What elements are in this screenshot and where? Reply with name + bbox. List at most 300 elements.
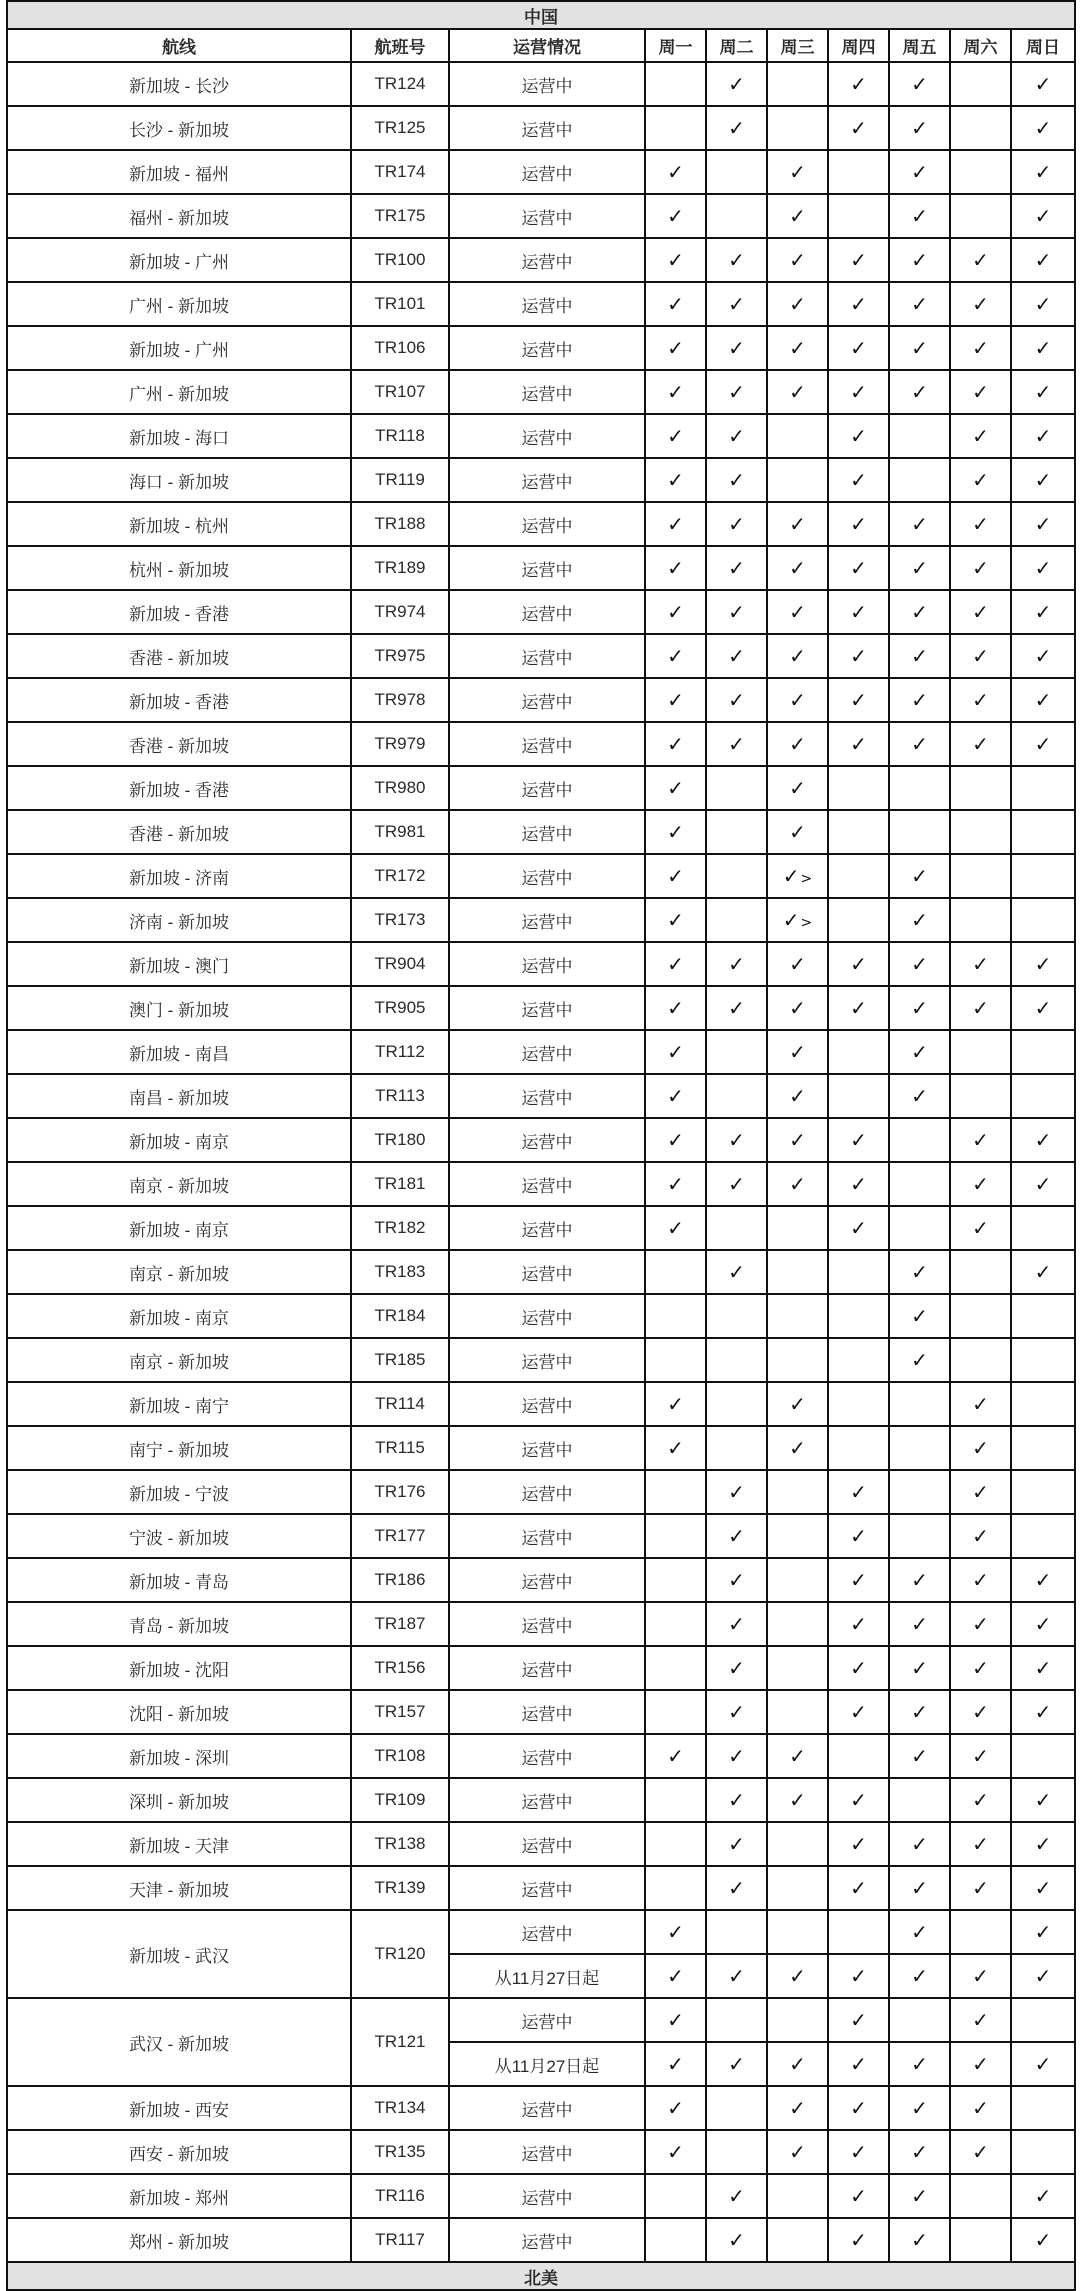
day-cell-sat (950, 1030, 1011, 1074)
status-cell: 运营中 (449, 634, 645, 678)
day-cell-fri (889, 590, 950, 634)
status-cell: 运营中 (449, 1206, 645, 1250)
day-cell-wed (767, 766, 828, 810)
day-cell-tue (706, 502, 767, 546)
check-icon: ✓ (728, 424, 745, 448)
day-cell-tue (706, 1778, 767, 1822)
check-icon: ✓ (850, 1568, 867, 1592)
check-icon: ✓ (972, 1568, 989, 1592)
day-cell-thu (828, 1206, 889, 1250)
check-icon: ✓ (728, 336, 745, 360)
day-cell-sat (950, 1734, 1011, 1778)
day-cell-sat (950, 1470, 1011, 1514)
check-icon: ✓ (667, 2140, 684, 2164)
route-cell: 新加坡 - 武汉 (7, 1910, 351, 1998)
day-cell-sun (1011, 1294, 1075, 1338)
day-cell-sat (950, 1074, 1011, 1118)
route-cell: 南昌 - 新加坡 (7, 1074, 351, 1118)
flight-number-cell: TR975 (351, 634, 449, 678)
day-cell-sun (1011, 2086, 1075, 2130)
check-icon: ✓ (850, 600, 867, 624)
flight-number-cell: TR134 (351, 2086, 449, 2130)
route-cell: 香港 - 新加坡 (7, 810, 351, 854)
day-cell-sat (950, 326, 1011, 370)
day-cell-wed (767, 1954, 828, 1998)
check-icon: ✓ (667, 204, 684, 228)
check-icon: ✓ (972, 468, 989, 492)
flight-number-cell: TR135 (351, 2130, 449, 2174)
route-cell: 新加坡 - 青岛 (7, 1558, 351, 1602)
check-icon: ✓ (1034, 204, 1052, 228)
check-icon: ✓ (789, 160, 806, 184)
check-icon: ✓ (728, 1172, 745, 1196)
check-icon: ✓ (667, 732, 684, 756)
table-row (7, 502, 1075, 546)
col-header-tue: 周二 (706, 29, 767, 62)
day-cell-mon (645, 634, 706, 678)
day-cell-sun (1011, 1074, 1075, 1118)
day-cell-fri (889, 238, 950, 282)
status-cell: 运营中 (449, 986, 645, 1030)
day-cell-tue (706, 678, 767, 722)
day-cell-sun (1011, 1470, 1075, 1514)
status-cell: 运营中 (449, 150, 645, 194)
check-icon: ✓ (728, 1568, 745, 1592)
day-cell-wed (767, 1866, 828, 1910)
flight-number-cell: TR116 (351, 2174, 449, 2218)
day-cell-tue (706, 1426, 767, 1470)
flight-number-cell: TR139 (351, 1866, 449, 1910)
day-cell-sat (950, 634, 1011, 678)
route-cell: 郑州 - 新加坡 (7, 2218, 351, 2262)
day-cell-mon (645, 458, 706, 502)
check-icon: ✓ (850, 732, 867, 756)
route-cell: 沈阳 - 新加坡 (7, 1690, 351, 1734)
check-icon: ✓ (789, 2096, 806, 2120)
check-icon: ✓ (1034, 380, 1052, 404)
check-icon: ✓ (728, 688, 745, 712)
flight-number-cell: TR124 (351, 62, 449, 106)
flight-number-cell: TR181 (351, 1162, 449, 1206)
day-cell-sun (1011, 986, 1075, 1030)
check-icon: ✓ (1034, 688, 1052, 712)
check-icon: ✓ (789, 512, 806, 536)
check-icon: ✓ (667, 336, 684, 360)
day-cell-fri (889, 1074, 950, 1118)
status-cell: 运营中 (449, 1646, 645, 1690)
day-cell-sat (950, 1646, 1011, 1690)
day-cell-mon (645, 2174, 706, 2218)
check-icon: ✓ (911, 1744, 928, 1768)
day-cell-sun (1011, 1118, 1075, 1162)
check-icon: ✓ (667, 1920, 684, 1944)
check-icon: ✓ (911, 2140, 928, 2164)
day-cell-sun (1011, 678, 1075, 722)
route-cell: 杭州 - 新加坡 (7, 546, 351, 590)
day-cell-sat (950, 1998, 1011, 2042)
table-row (7, 854, 1075, 898)
day-cell-fri (889, 1250, 950, 1294)
check-icon: ✓ (1034, 2228, 1052, 2252)
next-region-header-row (7, 2262, 1075, 2290)
day-cell-fri (889, 1426, 950, 1470)
day-cell-sat (950, 854, 1011, 898)
check-icon: ✓ (728, 1260, 745, 1284)
day-cell-sat (950, 194, 1011, 238)
day-cell-fri (889, 898, 950, 942)
check-icon: ✓ (972, 2052, 989, 2076)
route-cell: 新加坡 - 郑州 (7, 2174, 351, 2218)
day-cell-wed (767, 634, 828, 678)
route-cell: 新加坡 - 香港 (7, 678, 351, 722)
flight-number-cell: TR175 (351, 194, 449, 238)
check-icon: ✓ (728, 116, 745, 140)
day-cell-fri (889, 854, 950, 898)
day-cell-sun (1011, 1030, 1075, 1074)
check-icon: ✓ (667, 248, 684, 272)
check-icon: ✓ (850, 688, 867, 712)
day-cell-fri (889, 1162, 950, 1206)
check-icon: ✓ (972, 556, 989, 580)
table-row (7, 678, 1075, 722)
day-cell-sun (1011, 326, 1075, 370)
day-cell-sat (950, 986, 1011, 1030)
route-cell: 香港 - 新加坡 (7, 722, 351, 766)
day-cell-sun (1011, 1602, 1075, 1646)
route-cell: 新加坡 - 宁波 (7, 1470, 351, 1514)
day-cell-sat (950, 1250, 1011, 1294)
day-cell-sun (1011, 1382, 1075, 1426)
day-cell-sat (950, 150, 1011, 194)
day-cell-wed (767, 1118, 828, 1162)
route-cell: 新加坡 - 广州 (7, 326, 351, 370)
day-cell-thu (828, 1514, 889, 1558)
day-cell-thu (828, 1910, 889, 1954)
check-icon: ✓ (972, 1744, 989, 1768)
table-row (7, 1030, 1075, 1074)
status-cell: 运营中 (449, 1778, 645, 1822)
flight-number-cell: TR184 (351, 1294, 449, 1338)
day-cell-sun (1011, 1646, 1075, 1690)
day-cell-fri (889, 282, 950, 326)
table-row (7, 1382, 1075, 1426)
check-icon: ✓ (972, 1524, 989, 1548)
day-cell-sat (950, 1822, 1011, 1866)
day-cell-tue (706, 2042, 767, 2086)
flight-number-cell: TR109 (351, 1778, 449, 1822)
day-cell-wed (767, 1734, 828, 1778)
day-cell-sun (1011, 150, 1075, 194)
table-row (7, 326, 1075, 370)
table-row (7, 1998, 1075, 2042)
status-cell: 运营中 (449, 1294, 645, 1338)
day-cell-wed (767, 1602, 828, 1646)
day-cell-thu (828, 590, 889, 634)
status-cell: 运营中 (449, 1866, 645, 1910)
route-cell: 新加坡 - 沈阳 (7, 1646, 351, 1690)
day-cell-mon (645, 1426, 706, 1470)
day-cell-tue (706, 1558, 767, 1602)
check-icon: ✓ (1034, 1964, 1052, 1988)
check-icon: ✓ (667, 1964, 684, 1988)
day-cell-mon (645, 1734, 706, 1778)
day-cell-sat (950, 1558, 1011, 1602)
day-cell-fri (889, 1646, 950, 1690)
day-cell-mon (645, 2086, 706, 2130)
day-cell-wed (767, 1778, 828, 1822)
flight-number-cell: TR114 (351, 1382, 449, 1426)
check-icon: ✓ (972, 1656, 989, 1680)
day-cell-wed (767, 1514, 828, 1558)
day-cell-sun (1011, 2130, 1075, 2174)
route-cell: 新加坡 - 南京 (7, 1118, 351, 1162)
flight-number-cell: TR904 (351, 942, 449, 986)
table-row (7, 1118, 1075, 1162)
flight-number-cell: TR100 (351, 238, 449, 282)
day-cell-wed (767, 942, 828, 986)
route-cell: 新加坡 - 香港 (7, 590, 351, 634)
check-icon: ✓ (850, 1524, 867, 1548)
flight-number-cell: TR112 (351, 1030, 449, 1074)
day-cell-sun (1011, 1734, 1075, 1778)
region-header-row (7, 1, 1075, 29)
check-icon: ✓ (789, 1744, 806, 1768)
status-cell: 运营中 (449, 1822, 645, 1866)
status-cell: 运营中 (449, 2174, 645, 2218)
flight-number-cell: TR157 (351, 1690, 449, 1734)
flight-number-cell: TR978 (351, 678, 449, 722)
status-cell: 运营中 (449, 1514, 645, 1558)
check-icon: ✓ (911, 908, 928, 932)
route-cell: 新加坡 - 南京 (7, 1206, 351, 1250)
day-cell-tue (706, 810, 767, 854)
day-cell-mon (645, 854, 706, 898)
day-cell-sat (950, 458, 1011, 502)
check-icon: ✓ (789, 1436, 806, 1460)
col-header-wed: 周三 (767, 29, 828, 62)
day-cell-sat (950, 62, 1011, 106)
day-cell-mon (645, 62, 706, 106)
check-icon: ✓ (972, 1480, 989, 1504)
flight-number-cell: TR108 (351, 1734, 449, 1778)
check-icon: ✓ (850, 336, 867, 360)
route-cell: 南京 - 新加坡 (7, 1338, 351, 1382)
check-icon: ✓ (789, 1788, 806, 1812)
day-cell-wed (767, 1030, 828, 1074)
check-icon: ✓ (911, 1876, 928, 1900)
day-cell-thu (828, 1162, 889, 1206)
route-cell: 南京 - 新加坡 (7, 1250, 351, 1294)
check-icon: ✓ (728, 512, 745, 536)
day-cell-tue (706, 634, 767, 678)
status-cell: 从11月27日起 (449, 2042, 645, 2086)
day-cell-sun (1011, 1206, 1075, 1250)
route-cell: 新加坡 - 广州 (7, 238, 351, 282)
check-icon: ✓ (728, 1128, 745, 1152)
day-cell-sat (950, 590, 1011, 634)
day-cell-wed (767, 62, 828, 106)
check-icon: ✓ (789, 1392, 806, 1416)
day-cell-mon (645, 942, 706, 986)
day-cell-fri (889, 1822, 950, 1866)
day-cell-mon (645, 1998, 706, 2042)
table-row (7, 370, 1075, 414)
day-cell-wed (767, 194, 828, 238)
route-cell: 新加坡 - 香港 (7, 766, 351, 810)
status-cell: 运营中 (449, 106, 645, 150)
check-icon: ✓ (789, 1128, 806, 1152)
route-cell: 新加坡 - 福州 (7, 150, 351, 194)
table-row (7, 1910, 1075, 1954)
day-cell-mon (645, 590, 706, 634)
day-cell-tue (706, 1646, 767, 1690)
check-icon: ✓ (789, 688, 806, 712)
route-cell: 新加坡 - 南昌 (7, 1030, 351, 1074)
check-icon: ✓ (789, 336, 806, 360)
route-cell: 新加坡 - 海口 (7, 414, 351, 458)
check-icon: ✓ (911, 1964, 928, 1988)
status-cell: 运营中 (449, 1690, 645, 1734)
check-icon: ✓ (728, 72, 745, 96)
day-cell-tue (706, 1338, 767, 1382)
day-cell-mon (645, 2042, 706, 2086)
check-icon: ✓ (972, 424, 989, 448)
day-cell-mon (645, 1470, 706, 1514)
check-icon: ✓ (911, 1260, 928, 1284)
day-cell-fri (889, 414, 950, 458)
day-cell-sat (950, 238, 1011, 282)
col-header-sun: 周日 (1011, 29, 1075, 62)
day-cell-sat (950, 370, 1011, 414)
table-row (7, 458, 1075, 502)
check-icon: ✓ (850, 424, 867, 448)
status-cell: 运营中 (449, 1558, 645, 1602)
table-row (7, 1074, 1075, 1118)
day-cell-sat (950, 1382, 1011, 1426)
day-cell-wed (767, 1558, 828, 1602)
check-icon: ✓ (789, 2140, 806, 2164)
day-cell-thu (828, 1954, 889, 1998)
day-cell-fri (889, 942, 950, 986)
flight-number-cell: TR188 (351, 502, 449, 546)
day-cell-thu (828, 634, 889, 678)
day-cell-fri (889, 678, 950, 722)
day-cell-thu (828, 1558, 889, 1602)
day-cell-thu (828, 986, 889, 1030)
check-icon: ✓ (911, 1612, 928, 1636)
day-cell-sun (1011, 502, 1075, 546)
check-icon: ✓ (972, 2140, 989, 2164)
day-cell-fri (889, 722, 950, 766)
check-icon: ✓ (728, 1612, 745, 1636)
table-row (7, 238, 1075, 282)
day-cell-mon (645, 1294, 706, 1338)
day-cell-wed (767, 546, 828, 590)
day-cell-thu (828, 1822, 889, 1866)
check-icon: ✓ (1034, 952, 1052, 976)
flight-number-cell: TR172 (351, 854, 449, 898)
status-cell: 运营中 (449, 1602, 645, 1646)
day-cell-mon (645, 326, 706, 370)
check-icon: ✓ (728, 1656, 745, 1680)
check-icon: ✓ (972, 1436, 989, 1460)
day-cell-mon (645, 238, 706, 282)
check-icon: ✓ (911, 160, 928, 184)
check-icon: ✓ (850, 1480, 867, 1504)
day-cell-thu (828, 1778, 889, 1822)
check-icon: ✓ (850, 996, 867, 1020)
day-cell-sun (1011, 1162, 1075, 1206)
day-cell-thu (828, 1866, 889, 1910)
check-icon: ✓ (972, 1172, 989, 1196)
check-icon: ✓ (972, 248, 989, 272)
flight-number-cell: TR905 (351, 986, 449, 1030)
check-icon: ✓ (911, 2096, 928, 2120)
day-cell-thu (828, 370, 889, 414)
check-icon: ✓ (789, 600, 806, 624)
day-cell-thu (828, 2218, 889, 2262)
table-row (7, 898, 1075, 942)
day-cell-tue (706, 1118, 767, 1162)
flight-number-cell: TR118 (351, 414, 449, 458)
day-cell-wed (767, 106, 828, 150)
flight-number-cell: TR979 (351, 722, 449, 766)
day-cell-wed (767, 2174, 828, 2218)
check-icon: ✓ (972, 1964, 989, 1988)
status-cell: 运营中 (449, 1734, 645, 1778)
day-cell-tue (706, 2218, 767, 2262)
check-icon: ✓ (1034, 2184, 1052, 2208)
check-icon: ✓ (911, 644, 928, 668)
day-cell-wed (767, 2042, 828, 2086)
day-cell-mon (645, 1822, 706, 1866)
day-cell-sat (950, 722, 1011, 766)
check-icon: ✓ (1034, 1920, 1052, 1944)
day-cell-mon (645, 502, 706, 546)
day-cell-thu (828, 326, 889, 370)
day-cell-sat (950, 1206, 1011, 1250)
check-icon: ✓ (1034, 556, 1052, 580)
day-cell-mon (645, 986, 706, 1030)
check-icon: ✓ (1034, 1700, 1052, 1724)
day-cell-mon (645, 1030, 706, 1074)
check-icon: ✓ (911, 204, 928, 228)
status-cell: 运营中 (449, 2130, 645, 2174)
day-cell-wed (767, 1822, 828, 1866)
check-icon: ✓ (911, 996, 928, 1020)
check-icon: ✓ (1034, 600, 1052, 624)
day-cell-thu (828, 810, 889, 854)
check-icon: ✓ (667, 380, 684, 404)
next-region-title: 北美 (7, 2262, 1075, 2290)
flight-number-cell: TR138 (351, 1822, 449, 1866)
day-cell-fri (889, 546, 950, 590)
day-cell-thu (828, 722, 889, 766)
check-icon: ✓ (972, 996, 989, 1020)
check-icon: ✓ (911, 864, 928, 888)
day-cell-mon (645, 1382, 706, 1426)
check-icon: ✓ (972, 1392, 989, 1416)
day-cell-fri (889, 62, 950, 106)
day-cell-fri (889, 106, 950, 150)
day-cell-fri (889, 194, 950, 238)
check-icon: ✓ (728, 1744, 745, 1768)
check-icon: ✓ (1034, 1260, 1052, 1284)
day-cell-sun (1011, 722, 1075, 766)
day-cell-sat (950, 546, 1011, 590)
day-cell-tue (706, 326, 767, 370)
table-row (7, 1734, 1075, 1778)
